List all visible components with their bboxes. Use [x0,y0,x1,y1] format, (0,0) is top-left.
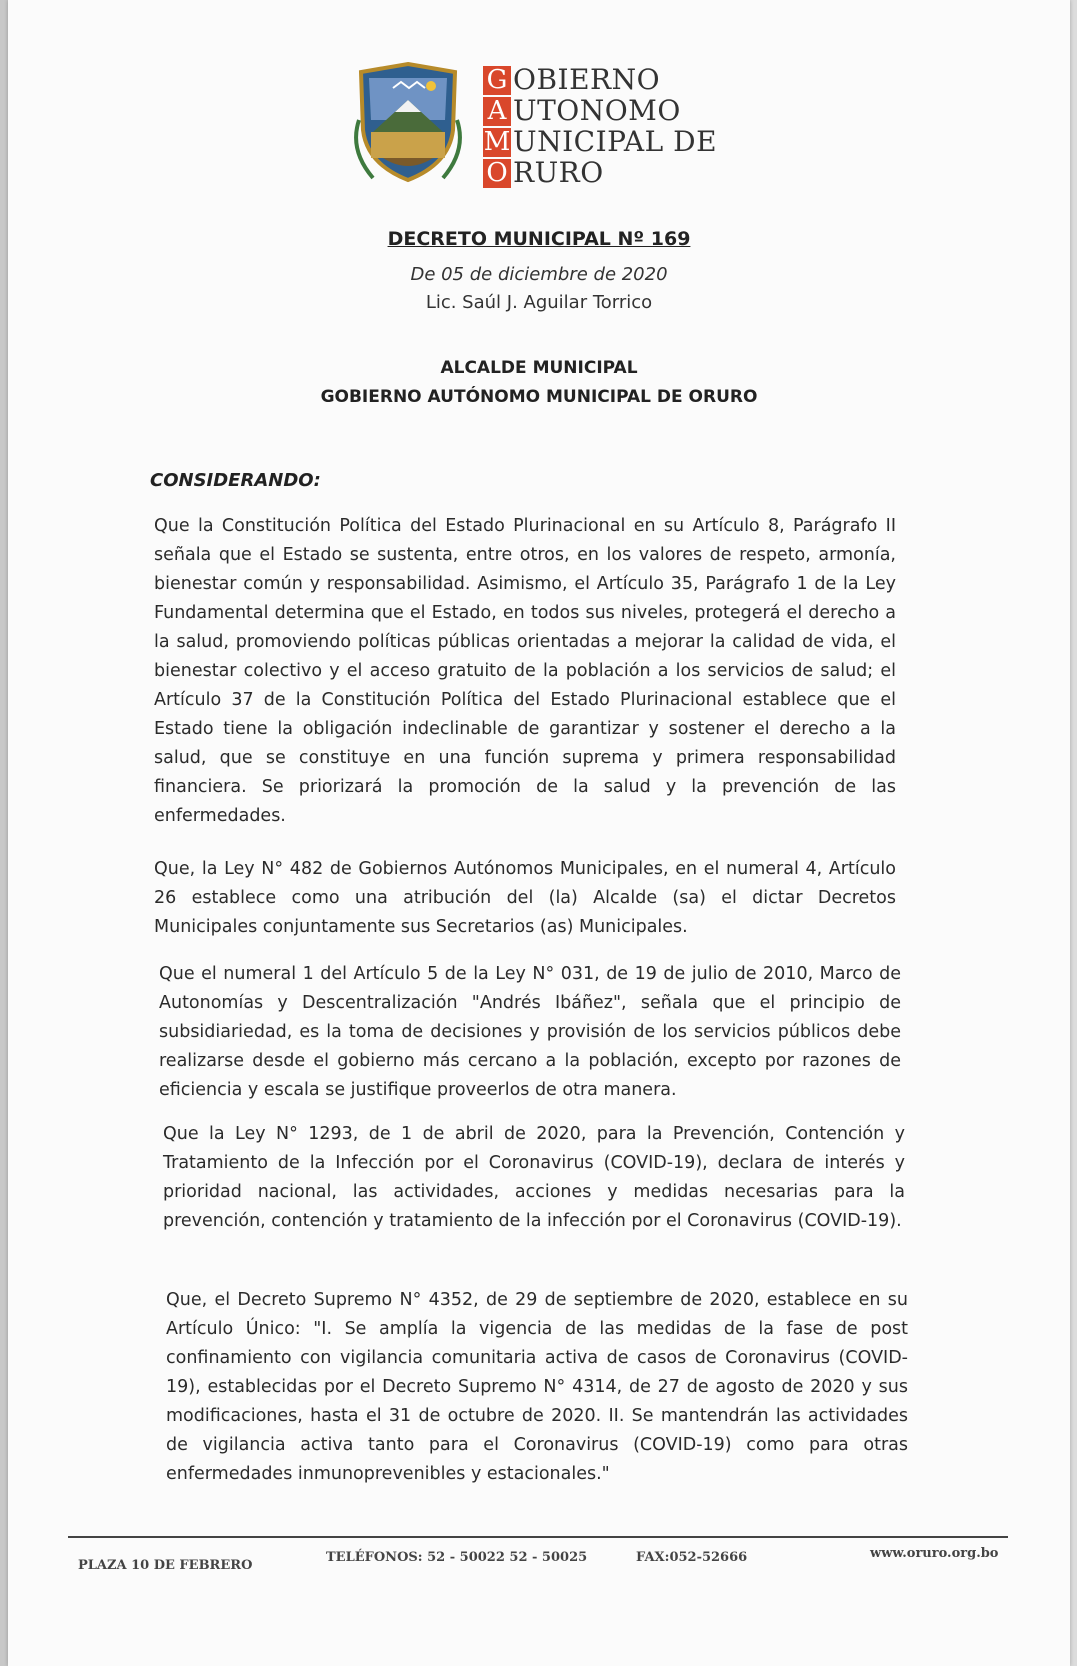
considerando-heading: CONSIDERANDO: [150,470,321,491]
footer-fax: FAX:052-52666 [636,1550,748,1565]
gamo-letter: M [483,127,511,157]
gamo-acronym [483,66,511,190]
decree-title-text: DECRETO MUNICIPAL Nº 169 [387,228,691,250]
footer-phones: TELÉFONOS: 52 - 50022 52 - 50025 [326,1550,588,1565]
coat-of-arms-icon [353,60,463,190]
considerando-paragraph: Que la Ley N° 1293, de 1 de abril de 2020, para la Prevención, Contención y Tratamiento de la Infección por el Coronavirus (COVID-19), declara de interés y prioridad nacional, las actividades, acciones y medidas necesarias para la prevención, contención y tratamiento de la infección por el Coronavirus (COVID-19). [163,1124,905,1231]
logo-word: UTONOMO [513,94,681,127]
footer-address: PLAZA 10 DE FEBRERO [78,1558,253,1573]
authority-title: ALCALDE MUNICIPAL [440,358,638,378]
considerando-paragraph: Que, la Ley N° 482 de Gobiernos Autónomos Municipales, en el numeral 4, Artículo 26 establece como una atribución del (la) Alcalde (sa) el dictar Decretos Municipales conjuntamente sus Secretarios (as) Municipales. [154,859,896,937]
decree-signer: Lic. Saúl J. Aguilar Torrico [425,292,653,313]
considerando-paragraph: Que el numeral 1 del Artículo 5 de la Ley N° 031, de 19 de julio de 2010, Marco de Autonomías y Descentralización "Andrés Ibáñez", señala que el principio de subsidiariedad, es la toma de decisiones y provisión de los servicios públicos debe realizarse desde el gobierno más cercano a la población, excepto por razones de eficiencia y escala se justifique proveerlos de otra manera. [159,964,901,1100]
document-page [8,0,1070,1666]
gamo-letter: O [483,159,511,188]
authority-institution: GOBIERNO AUTÓNOMO MUNICIPAL DE ORURO [320,387,758,407]
logo-word: UNICIPAL DE [513,125,718,158]
footer-divider [68,1536,1008,1538]
municipal-logo [353,60,743,195]
logo-word: OBIERNO [513,63,661,96]
scan-edge [0,0,8,1666]
footer-website: www.oruro.org.bo [870,1546,999,1561]
considerando-paragraph: Que la Constitución Política del Estado Plurinacional en su Artículo 8, Parágrafo II señala que el Estado se sustenta, entre otros, en los valores de respeto, armonía, bienestar común y responsabilidad. Asimismo, el Artículo 35, Parágrafo 1 de la Ley Fundamental determina que el Estado, en todos sus niveles, protegerá el derecho a la salud, promoviendo políticas públicas orientadas a mejorar la calidad de vida, el bienestar colectivo y el acceso gratuito de la población a los servicios de salud; el Artículo 37 de la Constitución Política del Estado Plurinacional establece que el Estado tiene la obligación indeclinable de garantizar y sostener el derecho a la salud, que se constituye en una función suprema y primera responsabilidad financiera. Se priorizará la promoción de la salud y la prevención de las enfermedades. [154,516,896,826]
considerando-paragraph: Que, el Decreto Supremo N° 4352, de 29 de septiembre de 2020, establece en su Artículo Único: "I. Se amplía la vigencia de las medidas de la fase de post confinamiento con vigilancia comunitaria activa de casos de Coronavirus (COVID-19), establecidas por el Decreto Supremo N° 4314, de 27 de agosto de 2020 y sus modificaciones, hasta el 31 de octubre de 2020. II. Se mantendrán las actividades de vigilancia activa tanto para el Coronavirus (COVID-19) como para otras enfermedades inmunoprevenibles y estacionales." [166,1290,908,1484]
decree-date: De 05 de diciembre de 2020 [410,264,668,285]
gamo-letter: A [483,97,511,126]
logo-wordmark [513,64,717,188]
gamo-letter: G [483,66,511,95]
decree-title [8,228,1070,250]
logo-word: RURO [513,156,604,189]
